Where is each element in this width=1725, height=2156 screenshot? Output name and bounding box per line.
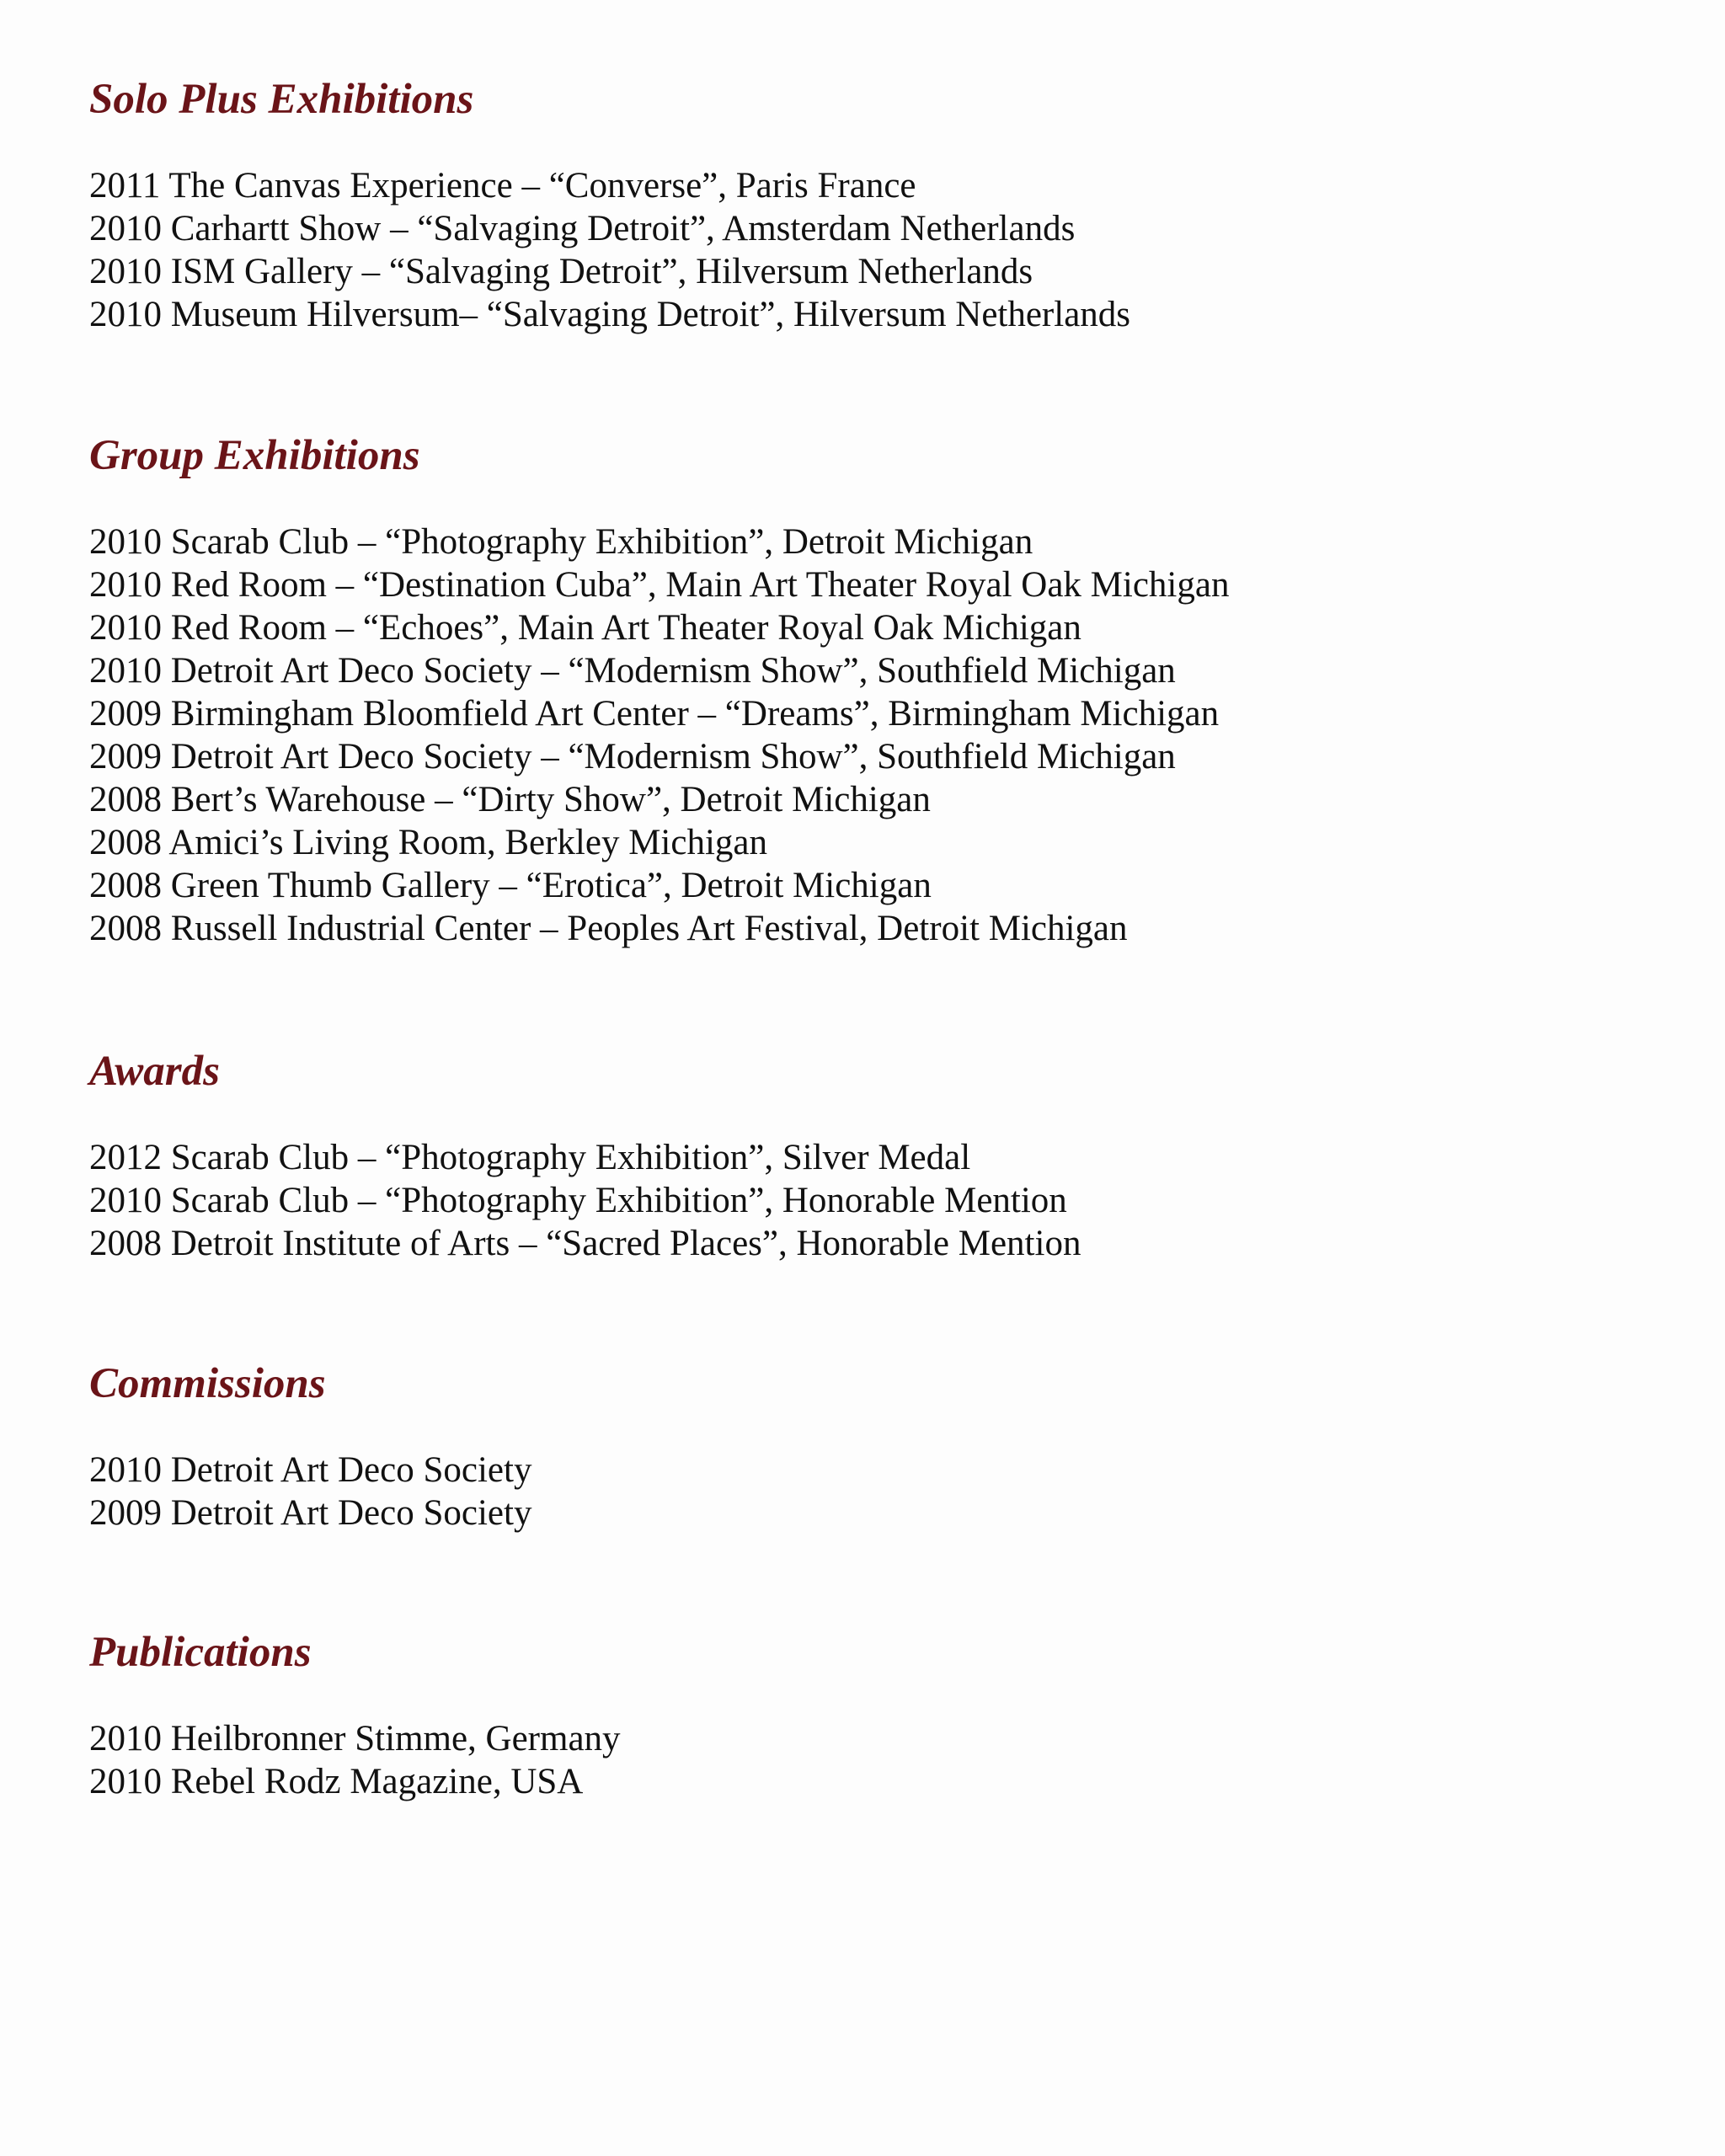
awards-section	[89, 1046, 1690, 1263]
awards-list	[89, 1136, 1081, 1265]
list-item: 2009 Detroit Art Deco Society – “Modernism Show”, Southfield Michigan	[89, 737, 1176, 776]
list-item: 2010 Carhartt Show – “Salvaging Detroit”, Amsterdam Netherlands	[89, 209, 1076, 248]
list-item: 2010 Detroit Art Deco Society	[89, 1450, 532, 1490]
commissions-list	[89, 1449, 531, 1534]
list-item: 2010 Red Room – “Echoes”, Main Art Theater Royal Oak Michigan	[89, 608, 1081, 648]
section-title-commissions: Commissions	[89, 1360, 326, 1407]
list-item: 2010 Scarab Club – “Photography Exhibition”, Honorable Mention	[89, 1181, 1067, 1220]
solo-exhibitions-list	[89, 164, 1130, 336]
commissions-section	[89, 1358, 1690, 1533]
section-title-solo: Solo Plus Exhibitions	[89, 76, 474, 123]
list-item: 2009 Birmingham Bloomfield Art Center – “Dreams”, Birmingham Michigan	[89, 694, 1220, 734]
list-item: 2010 Scarab Club – “Photography Exhibition”, Detroit Michigan	[89, 522, 1033, 562]
section-title-group: Group Exhibitions	[89, 432, 420, 479]
list-item: 2008 Amici’s Living Room, Berkley Michigan	[89, 823, 767, 862]
group-exhibitions-section	[89, 430, 1690, 948]
list-item: 2009 Detroit Art Deco Society	[89, 1493, 532, 1533]
list-item: 2010 Detroit Art Deco Society – “Modernism Show”, Southfield Michigan	[89, 651, 1176, 691]
solo-exhibitions-section	[89, 74, 1690, 334]
list-item: 2012 Scarab Club – “Photography Exhibition”, Silver Medal	[89, 1138, 971, 1177]
list-item: 2008 Detroit Institute of Arts – “Sacred Places”, Honorable Mention	[89, 1224, 1081, 1263]
publications-list	[89, 1717, 621, 1803]
list-item: 2008 Russell Industrial Center – Peoples Art Festival, Detroit Michigan	[89, 909, 1128, 948]
list-item: 2008 Bert’s Warehouse – “Dirty Show”, Detroit Michigan	[89, 780, 931, 819]
group-exhibitions-list	[89, 520, 1229, 950]
section-title-publications: Publications	[89, 1629, 312, 1676]
list-item: 2010 Rebel Rodz Magazine, USA	[89, 1762, 584, 1801]
publications-section	[89, 1627, 1690, 1801]
list-item: 2010 Red Room – “Destination Cuba”, Main Art Theater Royal Oak Michigan	[89, 565, 1230, 605]
list-item: 2010 Heilbronner Stimme, Germany	[89, 1719, 621, 1758]
list-item: 2008 Green Thumb Gallery – “Erotica”, Detroit Michigan	[89, 866, 932, 905]
list-item: 2010 ISM Gallery – “Salvaging Detroit”, Hilversum Netherlands	[89, 252, 1033, 291]
list-item: 2010 Museum Hilversum– “Salvaging Detroit”, Hilversum Netherlands	[89, 295, 1131, 334]
section-title-awards: Awards	[89, 1048, 220, 1095]
list-item: 2011 The Canvas Experience – “Converse”, Paris France	[89, 166, 916, 205]
